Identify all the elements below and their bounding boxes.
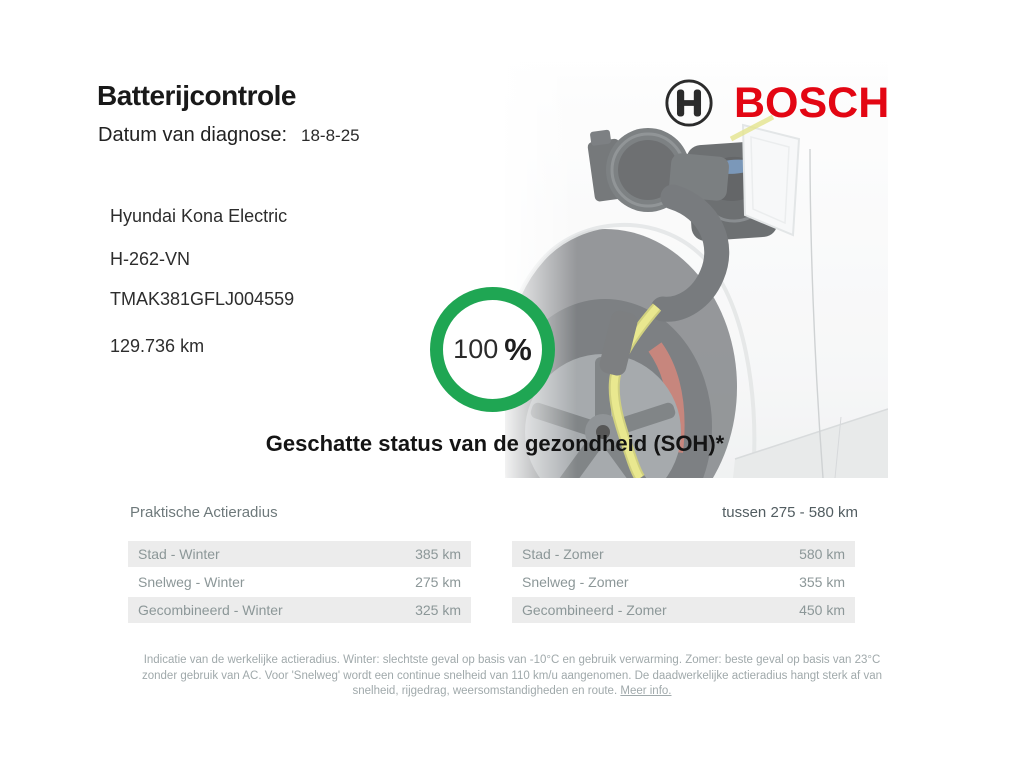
row-value: 450 km [799, 602, 845, 618]
row-value: 355 km [799, 574, 845, 590]
row-label: Stad - Zomer [522, 546, 604, 562]
page-title: Batterijcontrole [97, 80, 296, 111]
row-label: Stad - Winter [138, 546, 220, 562]
row-label: Snelweg - Winter [138, 574, 245, 590]
bosch-logo [664, 78, 889, 128]
table-row [128, 597, 471, 623]
bosch-wordmark: BOSCH [734, 79, 890, 127]
soh-heading: Geschatte status van de gezondheid (SOH)* [265, 431, 725, 456]
diagnosis-date-label: Datum van diagnose: [98, 124, 288, 146]
range-summary: tussen 275 - 580 km [722, 504, 858, 521]
winter-range-table [128, 541, 471, 625]
vehicle-vin: TMAK381GFLJ004559 [110, 289, 295, 309]
row-label: Gecombineerd - Zomer [522, 602, 667, 618]
diagnosis-date-value: 18-8-25 [301, 126, 360, 145]
vehicle-model: Hyundai Kona Electric [110, 206, 288, 226]
row-value: 385 km [415, 546, 461, 562]
table-row [512, 597, 855, 623]
table-row [512, 541, 855, 567]
diagnosis-date [98, 124, 360, 147]
disclaimer [142, 653, 882, 700]
table-row [128, 569, 471, 595]
row-label: Snelweg - Zomer [522, 574, 629, 590]
row-value: 580 km [799, 546, 845, 562]
soh-gauge [430, 287, 555, 412]
row-value: 275 km [415, 574, 461, 590]
bosch-anchor-icon [664, 78, 714, 128]
range-section-title: Praktische Actieradius [130, 504, 278, 521]
table-row [512, 569, 855, 595]
row-value: 325 km [415, 602, 461, 618]
soh-unit: % [504, 331, 532, 367]
more-info-link[interactable]: Meer info. [620, 685, 672, 697]
summer-range-table [512, 541, 855, 625]
disclaimer-text: Indicatie van de werkelijke actieradius. Winter: slechtste geval op basis van -10°C en gebruik verwarming. Zomer: beste geval op basis van 23°C zonder gebruik van AC. Voor 'Snelweg' wordt een continue snelheid van 110 km/u aangenomen. De daadwerkelijke actieradius hangt sterk af van snelheid, rijgedrag, weersomstandigheden en route. [142, 654, 882, 697]
vehicle-license-plate: H-262-VN [110, 249, 191, 269]
table-row [128, 541, 471, 567]
vehicle-mileage: 129.736 km [110, 336, 205, 356]
row-label: Gecombineerd - Winter [138, 602, 283, 618]
soh-value: 100 [453, 334, 499, 364]
